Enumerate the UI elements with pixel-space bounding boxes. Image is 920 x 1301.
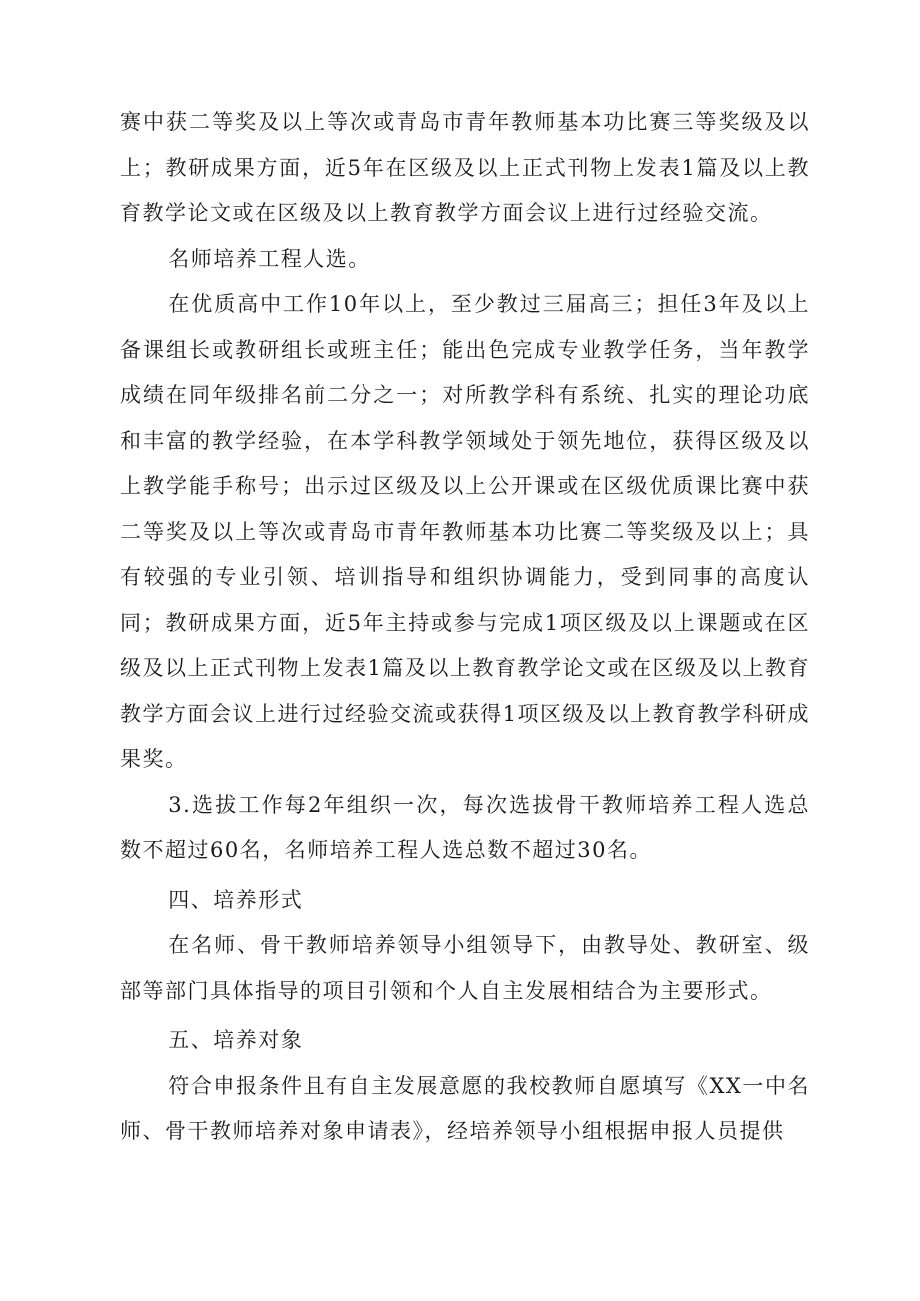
section-heading-training-form: 四、培养形式	[168, 887, 304, 912]
paragraph-famous-teacher-requirements: 在优质高中工作10年以上，至少教过三届高三；担任3年及以上备课组长或教研组长或班主任；能出色完成专业教学任务，当年教学成绩在同年级排名前二分之一；对所教学科有系统、扎实的理论功底和丰富的教学经验，在本学科教学领域处于领先地位，获得区级及以上教学能手称号；出示过区级及以上公开课或在区级优质课比赛中获二等奖及以上等次或青岛市青年教师基本功比赛二等奖级及以上；具有较强的专业引领、培训指导和组织协调能力，受到同事的高度认同；教研成果方面，近5年主持或参与完成1项区级及以上课题或在区级及以上正式刊物上发表1篇及以上教育教学论文或在区级及以上教育教学方面会议上进行过经验交流或获得1项区级及以上教育教学科研成果奖。	[120, 292, 810, 771]
section-heading-training-targets: 五、培养对象	[168, 1028, 304, 1052]
document-body	[120, 100, 810, 1155]
paragraph-training-targets: 符合申报条件且有自主发展意愿的我校教师自愿填写《XX一中名师、骨干教师培养对象申请表》，经培养领导小组根据申报人员提供	[120, 1073, 810, 1143]
paragraph-famous-teacher-candidates: 名师培养工程人选。	[168, 246, 371, 271]
paragraph-training-form: 在名师、骨干教师培养领导小组领导下，由教导处、教研室、级部等部门具体指导的项目引领和个人自主发展相结合为主要形式。	[120, 933, 810, 1003]
paragraph-continuation: 赛中获二等奖及以上等次或青岛市青年教师基本功比赛三等奖级及以上；教研成果方面，近5年在区级及以上正式刊物上发表1篇及以上教育教学论文或在区级及以上教育教学方面会议上进行过经验交流。	[120, 110, 810, 225]
paragraph-selection-frequency: 3.选拔工作每2年组织一次，每次选拔骨干教师培养工程人选总数不超过60名，名师培养工程人选总数不超过30名。	[120, 792, 810, 862]
